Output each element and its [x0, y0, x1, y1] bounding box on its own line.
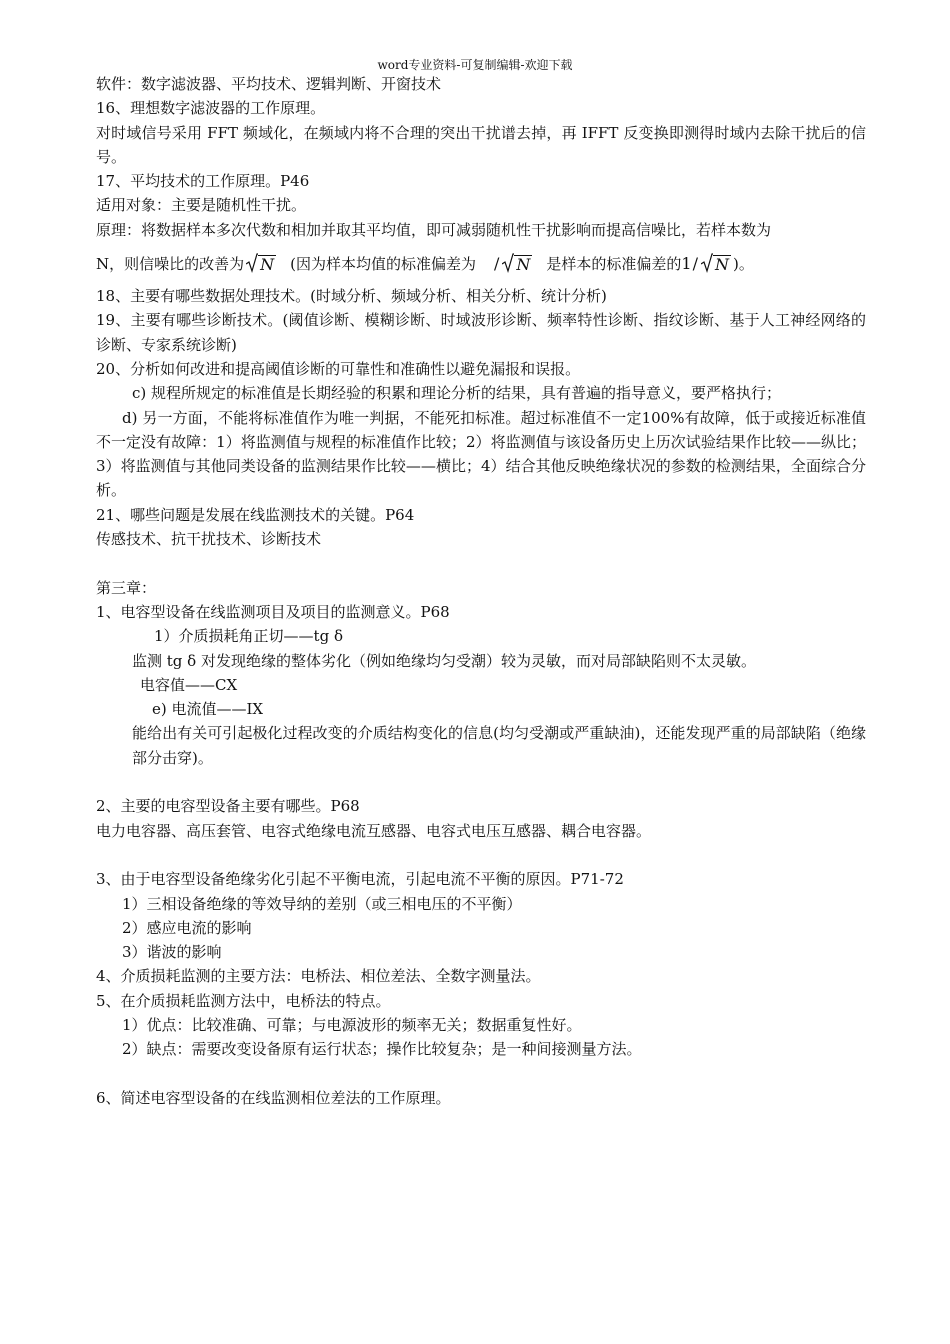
text-line: 传感技术、抗干扰技术、诊断技术: [96, 530, 322, 549]
page-header: word专业资料-可复制编辑-欢迎下载: [377, 58, 573, 72]
spacer: [96, 770, 866, 794]
spacer: [96, 843, 866, 867]
text-line: 软件：数字滤波器、平均技术、逻辑判断、开窗技术: [96, 75, 442, 93]
question-3: 3、由于电容型设备绝缘劣化引起不平衡电流，引起电流不平衡的原因。P71-72: [96, 870, 624, 889]
formula-text: )。: [732, 254, 754, 273]
list-item: 电容值——CX: [140, 675, 238, 694]
sqrt-variable: N: [714, 255, 729, 275]
formula-text: N，则信噪比的改善为: [96, 254, 245, 273]
question-19: 19、主要有哪些诊断技术。(阈值诊断、模糊诊断、时域波形诊断、频率特性诊断、指纹诊断、基于人工神经网络的诊断、专家系统诊断): [96, 311, 866, 354]
text-line: 电力电容器、高压套管、电容式绝缘电流互感器、电容式电压互感器、耦合电容器。: [96, 821, 652, 840]
list-item-c: c) 规程所规定的标准值是长期经验的积累和理论分析的结果，具有普遍的指导意义，要严格执行；: [132, 384, 782, 403]
chapter-heading: 第三章：: [96, 578, 157, 597]
list-item: 2）缺点：需要改变设备原有运行状态；操作比较复杂；是一种间接测量方法。: [122, 1040, 642, 1059]
spacer: [96, 1062, 866, 1086]
text-line: 原理：将数据样本多次代数和相加并取其平均值，即可减弱随机性干扰影响而提高信噪比，若样本数为: [96, 220, 772, 239]
list-item-e: e) 电流值——IX: [152, 700, 264, 719]
list-item: 1）三相设备绝缘的等效导纳的差别（或三相电压的不平衡）: [122, 894, 522, 913]
text-paragraph: 对时域信号采用 FFT 频域化，在频域内将不合理的突出干扰谱去掉，再 IFFT 反变换即测得时域内去除干扰后的信号。: [96, 123, 866, 166]
list-item-d: d) 另一方面，不能将标准值作为唯一判据，不能死扣标准。超过标准值不一定100%有故障，低于或接近标准值不一定没有故障：1）将监测值与规程的标准值作比较；2）将监测值与该设备历史上历次试验结果作比较——纵比；3）将监测值与其他同类设备的监测结果作比较——横比；4）结合其他反映绝缘状况的参数的检测结果，全面综合分析。: [96, 408, 866, 500]
sqrt-variable: N: [260, 255, 275, 275]
formula-numeral: 1: [681, 253, 692, 273]
sqrt-symbol: [246, 253, 276, 273]
list-item: 1）优点：比较准确、可靠；与电源波形的频率无关；数据重复性好。: [122, 1015, 582, 1034]
formula-line: [96, 242, 866, 284]
question-16: 16、理想数字滤波器的工作原理。: [96, 99, 326, 118]
question-5: 5、在介质损耗监测方法中，电桥法的特点。: [96, 991, 391, 1010]
question-1: 1、电容型设备在线监测项目及项目的监测意义。P68: [96, 602, 450, 621]
question-2: 2、主要的电容型设备主要有哪些。P68: [96, 797, 360, 816]
spacer: [96, 551, 866, 575]
formula-text: 是样本的标准偏差的: [546, 254, 682, 273]
slash-symbol: /: [494, 253, 500, 273]
list-item: 2）感应电流的影响: [122, 918, 252, 937]
sqrt-symbol: [701, 253, 731, 273]
document-body: [96, 72, 866, 1110]
sqrt-symbol: [502, 253, 532, 273]
formula-text: (因为样本均值的标准偏差为: [290, 254, 476, 273]
text-paragraph: 能给出有关可引起极化过程改变的介质结构变化的信息(均匀受潮或严重缺油)，还能发现严重的局部缺陷（绝缘部分击穿)。: [132, 724, 866, 767]
question-4: 4、介质损耗监测的主要方法：电桥法、相位差法、全数字测量法。: [96, 967, 541, 986]
list-item: 3）谐波的影响: [122, 943, 222, 962]
question-6: 6、简述电容型设备的在线监测相位差法的工作原理。: [96, 1088, 451, 1107]
question-21: 21、哪些问题是发展在线监测技术的关键。P64: [96, 505, 415, 524]
question-20: 20、分析如何改进和提高阈值诊断的可靠性和准确性以避免漏报和误报。: [96, 359, 581, 378]
text-line: 适用对象：主要是随机性干扰。: [96, 196, 307, 215]
list-item: 1）介质损耗角正切——tg δ: [154, 627, 343, 646]
question-18: 18、主要有哪些数据处理技术。(时域分析、频域分析、相关分析、统计分析): [96, 287, 607, 306]
text-line: 监测 tg δ 对发现绝缘的整体劣化（例如绝缘均匀受潮）较为灵敏，而对局部缺陷则不太灵敏。: [132, 651, 756, 670]
slash-symbol: /: [692, 253, 698, 273]
question-17: 17、平均技术的工作原理。P46: [96, 172, 310, 191]
sqrt-variable: N: [516, 255, 531, 275]
